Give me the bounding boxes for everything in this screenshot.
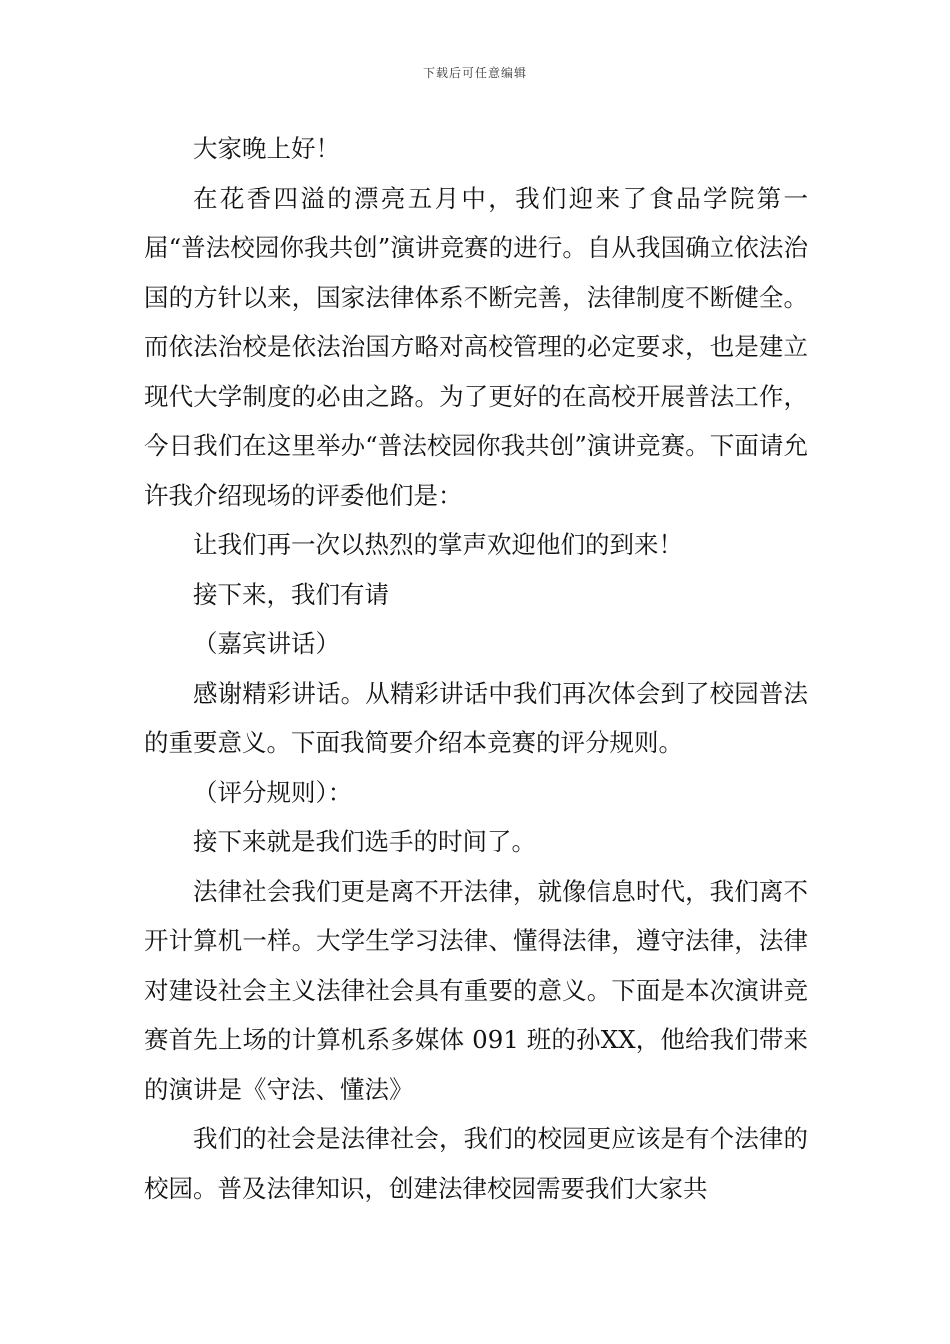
paragraph-greeting: 大家晚上好！: [193, 134, 340, 163]
header-note: 下载后可任意编辑: [422, 66, 527, 80]
paragraph-welcome-judges: 让我们再一次以热烈的掌声欢迎他们的到来！: [193, 530, 683, 559]
paragraph-invite-guest: 接下来，我们有请: [193, 579, 389, 609]
document-body: [144, 124, 808, 1213]
paragraph-law-campus: 我们的社会是法律社会，我们的校园更应该是有个法律的校园。普及法律知识，创建法律校园需要我们大家共: [144, 1124, 808, 1203]
paragraph-guest-speech: （嘉宾讲话）: [193, 629, 340, 658]
paragraph-contestants-time: 接下来就是我们选手的时间了。: [193, 827, 536, 856]
paragraph-first-contestant: 法律社会我们更是离不开法律，就像信息时代，我们离不开计算机一样。大学生学习法律、懂得法律，遵守法律，法律对建设社会主义法律社会具有重要的意义。下面是本次演讲竞赛首先上场的计算机系多媒体 091 班的孙XX，他给我们带来的演讲是《守法、懂法》: [144, 876, 808, 1104]
paragraph-introduction: 在花香四溢的漂亮五月中，我们迎来了食品学院第一届“普法校园你我共创”演讲竞赛的进行。自从我国确立依法治国的方针以来，国家法律体系不断完善，法律制度不断健全。而依法治校是依法治国方略对高校管理的必定要求，也是建立现代大学制度的必由之路。为了更好的在高校开展普法工作，今日我们在这里举办“普法校园你我共创”演讲竞赛。下面请允许我介绍现场的评委他们是：: [144, 183, 808, 510]
paragraph-scoring-rules: （评分规则）：: [193, 777, 353, 807]
paragraph-thanks: 感谢精彩讲话。从精彩讲话中我们再次体会到了校园普法的重要意义。下面我简要介绍本竞赛的评分规则。: [144, 678, 808, 757]
